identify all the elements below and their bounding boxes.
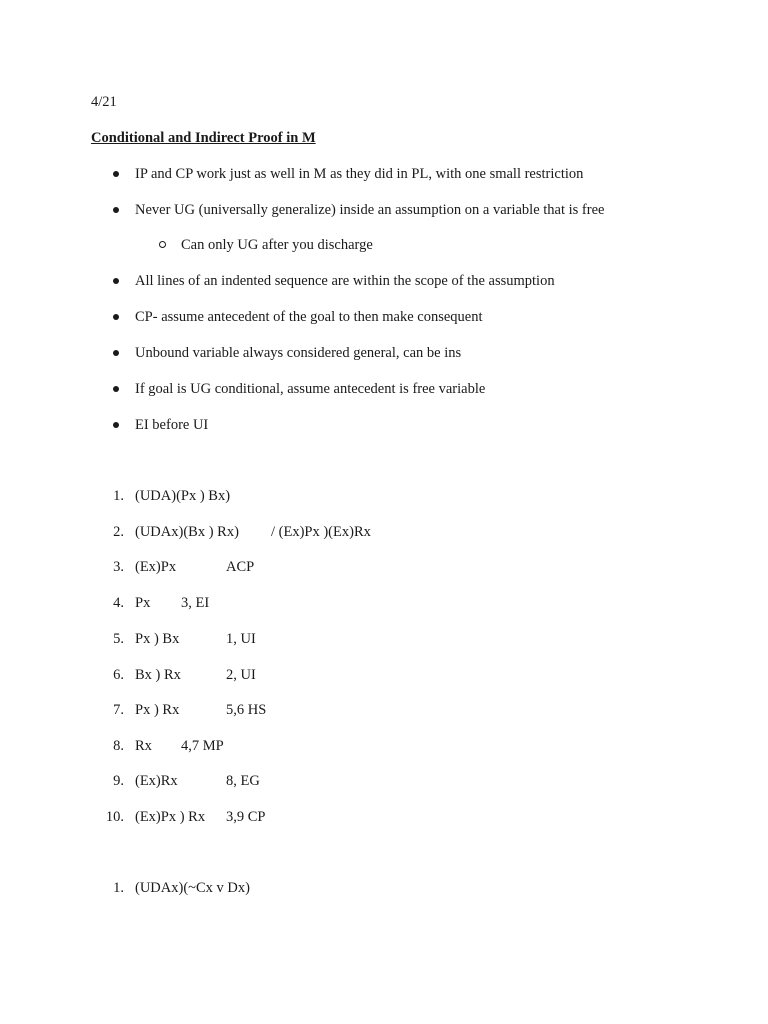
proof-step-expression: Px ) Rx: [135, 702, 180, 718]
bullet-dot-icon: [113, 386, 119, 392]
bullet-item: Never UG (universally generalize) inside an assumption on a variable that is free: [135, 202, 605, 218]
proof-step-expression: (UDA)(Px ) Bx): [135, 488, 231, 504]
proof-step-number: 7.: [113, 702, 124, 718]
proof-step-number: 5.: [113, 631, 124, 647]
proof-step-expression: Bx ) Rx: [135, 667, 181, 683]
proof-step-justification: 5,6 HS: [226, 702, 267, 718]
proof-step-justification: 8, EG: [226, 773, 260, 789]
bullet-dot-icon: [113, 207, 119, 213]
proof-step-expression: Px: [135, 595, 151, 611]
proof-step-number: 2.: [113, 524, 124, 540]
proof-step-justification: 4,7 MP: [181, 738, 224, 754]
proof-step-number: 1.: [113, 488, 124, 504]
sub-bullet-circle-icon: [159, 241, 166, 248]
bullet-item: EI before UI: [135, 417, 209, 433]
proof-step-expression: (Ex)Px: [135, 559, 177, 575]
proof-step-justification: 2, UI: [226, 667, 256, 683]
bullet-item: CP- assume antecedent of the goal to then make consequent: [135, 309, 483, 325]
proof-step-number: 4.: [113, 595, 124, 611]
sub-bullet-item: Can only UG after you discharge: [181, 237, 373, 253]
bullet-dot-icon: [113, 422, 119, 428]
bullet-item: If goal is UG conditional, assume antecedent is free variable: [135, 381, 486, 397]
proof-step-number: 10.: [105, 809, 124, 825]
section-heading: Conditional and Indirect Proof in M: [91, 130, 316, 146]
proof-step-expression: Px ) Bx: [135, 631, 180, 647]
proof-step-justification: ACP: [226, 559, 255, 575]
proof-step-number: 9.: [113, 773, 124, 789]
bullet-item: IP and CP work just as well in M as they did in PL, with one small restriction: [135, 166, 584, 182]
bullet-item: Unbound variable always considered general, can be ins: [135, 345, 462, 361]
bullet-dot-icon: [113, 350, 119, 356]
bullet-dot-icon: [113, 278, 119, 284]
proof-step-expression: (UDAx)(~Cx v Dx): [135, 880, 250, 896]
bullet-dot-icon: [113, 314, 119, 320]
proof-goal: / (Ex)Px )(Ex)Rx: [271, 524, 371, 540]
proof-step-expression: (Ex)Rx: [135, 773, 178, 789]
proof-step-expression: Rx: [135, 738, 152, 754]
proof-step-justification: 3, EI: [181, 595, 210, 611]
bullet-dot-icon: [113, 171, 119, 177]
proof-step-expression: (UDAx)(Bx ) Rx): [135, 524, 239, 540]
proof-step-number: 1.: [113, 880, 124, 896]
proof-step-number: 6.: [113, 667, 124, 683]
proof-step-justification: 3,9 CP: [226, 809, 266, 825]
bullet-item: All lines of an indented sequence are within the scope of the assumption: [135, 273, 555, 289]
proof-step-justification: 1, UI: [226, 631, 256, 647]
proof-step-number: 8.: [113, 738, 124, 754]
proof-step-expression: (Ex)Px ) Rx: [135, 809, 206, 825]
date-label: 4/21: [91, 94, 117, 110]
proof-step-number: 3.: [113, 559, 124, 575]
